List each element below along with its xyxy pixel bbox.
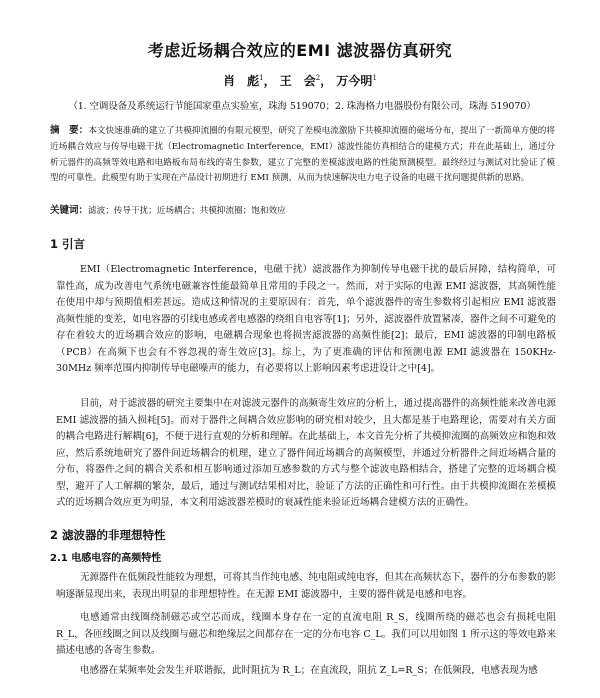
body-paragraph: 目前，对于滤波器的研究主要集中在对滤波元器件的高频寄生效应的分析上，通过提高器件的高频性能来改善电源 EMI 滤波器的插入损耗[5]。而对于器件之间耦合效应影响的研究相对较少，且大都是基于电路理论，需要对有关方面的耦合电路进行解耦[6]，不便于进行直观的分析和理解。在此基础上，本文首先分析了共模抑流圈的高频效应和饱和效应，然后系统地研究了器件间近场耦合的机理，建立了器件间近场耦合的高频模型，并通过分析器件之间近场耦合量的分布，将器件之间的耦合关系和相互影响通过添加互感参数的方式与整个滤波电路相结合，搭建了完整的近场耦合模型，避开了人工解耦的繁杂，最后，通过与测试结果相对比，验证了方法的正确性和可行性。由于共模抑流圈在差模模式的近场耦合效应更为明显，本文利用滤波器差模时的衰减性能来验证近场耦合建模方法的正确性。 (56, 398, 556, 508)
author-name: 王 会 (279, 74, 316, 88)
author-affil-mark: 2 (315, 74, 321, 82)
abstract-label: 摘 要： (50, 125, 89, 136)
abstract-text: 本文快速准确的建立了共模抑流圈的有限元模型，研究了差模电流激励下共模抑流圈的磁场分布，提出了一新简单方便的将近场耦合效应与传导电磁干扰（Electromagnetic Interference，EMI）滤波性能仿真相结合的建模方式；并在此基础上，通过分析元器件的高频等效电路和电路板布局布线的寄生参数，建立了完整的差模滤波电路的性能预测模型。最终经过与测试对比验证了模型的可靠性。此模型有助于实现在产品设计初期进行 EMI 预测，从而为快速解决电力电子设备的电磁干扰问题提供新的思路。 (50, 126, 555, 184)
keywords (50, 203, 555, 219)
body-paragraph: 电感通常由线圈绕制磁芯或空芯而成，线圈本身存在一定的直流电阻 R_S，线圈所绕的磁芯也会有损耗电阻 R_L，各匝线圈之间以及线圈与磁芯和绝缘层之间都存在一定的分布电容 C_L。我们可以用如图 1 所示这的等效电路来描述电感的各寄生参数。 (56, 612, 556, 656)
keywords-label: 关键词： (50, 205, 89, 216)
author-list: 肖 彪$^1$， 王 会$^2$， 万今明$^1$ (223, 74, 377, 88)
abstract (50, 123, 555, 187)
subsection-heading: 2.1 电感电容的高频特性 (50, 553, 162, 564)
body-paragraph: 无源器件在低频段性能较为理想，可将其当作纯电感、纯电阻或纯电容，但其在高频状态下，器件的分布参数的影响逐渐显现出来，表现出明显的非理想特性。在无源 EMI 滤波器中，主要的器件就是电感和电容。 (56, 572, 556, 600)
body-paragraph: EMI（Electromagnetic Interference，电磁干扰）滤波器作为抑制传导电磁干扰的最后屏障，结构简单，可靠性高，成为改善电气系统电磁兼容性能最简单且常用的手段之一。然而，对于实际的电源 EMI 滤波器，其高频性能在使用中却与预期值相差甚远。造成这种情况的主要原因有：首先，单个滤波器件的寄生参数将引起相应 EMI 滤波器高频性能的变差，如电容器的引线电感或者电感器的绕组自电容等[1]；另外，滤波器件放置紧凑，器件之间不可避免的存在着较大的近场耦合效应的影响，电磁耦合现象也将损害滤波器的高频性能[2]；最后，EMI 滤波器的印制电路板（PCB）在高频下也会有不容忽视的寄生效应[3]。综上，为了更准确的评估和预测电源 EMI 滤波器在 150KHz-30MHz 频率范围内抑制传导电磁噪声的能力，有必要将以上影响因素考虑进设计之中[4]。 (56, 264, 556, 374)
paper-title: 考虑近场耦合效应的EMI 滤波器仿真研究 (147, 41, 453, 60)
author-affil-mark: 1 (259, 74, 264, 82)
section-heading: 1 引言 (50, 237, 86, 251)
author-name: 肖 彪 (223, 74, 260, 88)
affiliations: （1. 空调设备及系统运行节能国家重点实验室，珠海 519070；2. 珠海格力电器股份有限公司，珠海 519070） (68, 101, 536, 112)
keywords-text: 滤波；传导干扰；近场耦合；共模抑流圈；饱和效应 (88, 206, 286, 216)
section-heading: 2 滤波器的非理想特性 (50, 528, 166, 542)
author-name: 万今明 (336, 74, 373, 88)
body-paragraph: 电感器在某频率处会发生并联谐振，此时阻抗为 R_L；在直流段，阻抗 Z_L=R_S；在低频段，电感表现为感 (80, 665, 538, 676)
author-affil-mark: 1 (372, 74, 377, 82)
